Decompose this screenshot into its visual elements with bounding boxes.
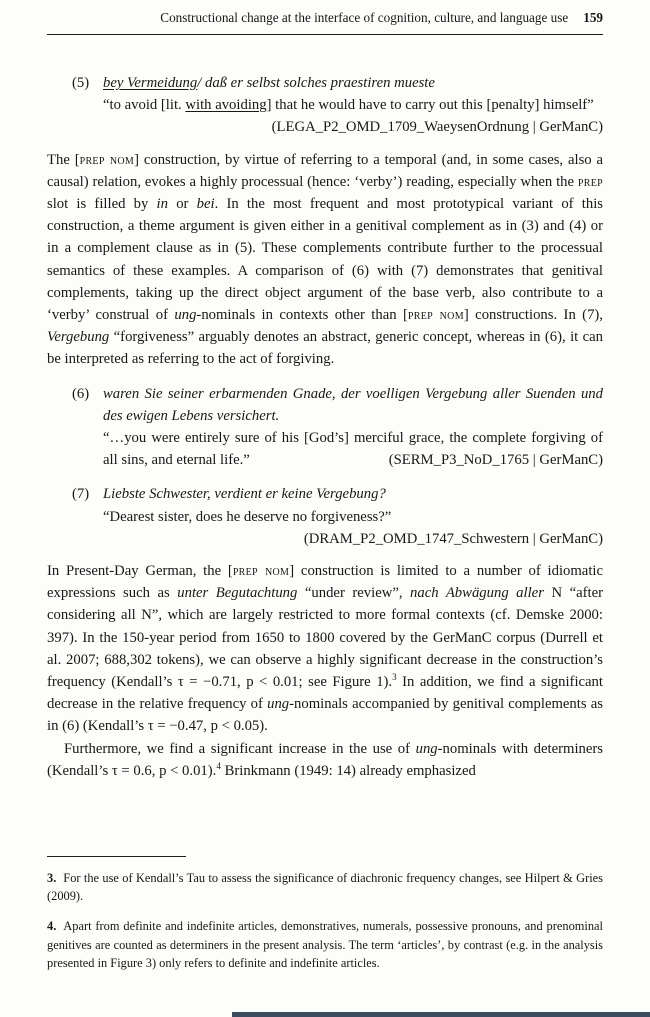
- bottom-edge-bar: [232, 1012, 650, 1017]
- footnote-text: For the use of Kendall’s Tau to assess the significance of diachronic frequency changes, see Hilpert & Gries (2009).: [47, 871, 603, 904]
- body-paragraph-3: Furthermore, we find a significant increase in the use of ung-nominals with determiners (Kendall’s τ = 0.6, p < 0.01).$^4$ Brinkmann (1949: 14) already emphasized: [47, 740, 603, 779]
- running-header-title: Constructional change at the interface of cognition, culture, and language use: [160, 10, 569, 25]
- footnote-4: [47, 917, 603, 972]
- example-6: [47, 383, 603, 472]
- example-7: [47, 483, 603, 550]
- footnote-rule: [47, 856, 186, 857]
- example-translation-text: “Dearest sister, does he deserve no forgiveness?”: [103, 508, 392, 525]
- corpus-reference: (SERM_P3_NoD_1765 | GerManC): [388, 452, 603, 469]
- example-translation: [103, 94, 603, 136]
- footnote-number: 3.: [47, 871, 57, 885]
- corpus-reference: (DRAM_P2_OMD_1747_Schwestern | GerManC): [303, 530, 603, 547]
- footnote-text: Apart from definite and indefinite articles, demonstratives, numerals, possessive pronouns, and prenominal genitives are counted as determiners in the present analysis. The term ‘articles’, by contrast (e.g. in the analysis presented in Figure 3) only refers to definite and indefinite articles.: [47, 919, 603, 970]
- example-number: (5): [72, 75, 90, 91]
- running-header: [47, 6, 603, 27]
- example-translation-text: “…you were entirely sure of his [God’s] merciful grace, the complete forgiving of all sins, and eternal life.”: [103, 430, 603, 469]
- page-number: 159: [583, 10, 603, 25]
- example-number: (7): [72, 486, 90, 503]
- footnote-3: [47, 869, 603, 905]
- body-paragraph-2: In Present-Day German, the [prep nom] construction is limited to a number of idiomatic expressions such as unter Begutachtung “under review”, nach Abwägung aller N “after considering all N”, which are largely restricted to more formal contexts (cf. Demske 2000: 397). In the 150-year period from 1650 to 1800 covered by the GerManC corpus (Durrell et al. 2007; 688,302 tokens), we can observe a highly significant decrease in the construction’s frequency (Kendall’s τ = −0.71, p < 0.01; see Figure 1).$^3$ In addition, we find a significant decrease in the relative frequency of ung-nominals accompanied by genitival complements as in (6) (Kendall’s τ = −0.47, p < 0.05).: [47, 563, 603, 735]
- body-paragraph-1: The [prep nom] construction, by virtue of referring to a temporal (and, in some cases, also a causal) relation, evokes a highly processual (hence: ‘verby’) reading, especially when the prep slot is filled by in or bei. In the most frequent and most prototypical variant of this construction, a theme argument is given either in a genitival complement as in (3) and (4) or in a complement clause as in (5). These complements contribute further to the processual semantics of these examples. A comparison of (6) with (7) demonstrates that genitival complements, taking up the direct object argument of the base verb, also contribute to a ‘verby’ construal of ung-nominals in contexts other than [prep nom] constructions. In (7), Vergebung “forgiveness” arguably denotes an abstract, generic concept, whereas in (6), it can be interpreted as referring to the act of forgiving.: [47, 151, 603, 368]
- footnote-number: 4.: [47, 919, 57, 934]
- footnotes-section: [47, 856, 603, 972]
- header-rule: [47, 34, 603, 35]
- example-number: (6): [72, 385, 90, 402]
- example-german-text: Liebste Schwester, verdient er keine Vergebung?: [103, 486, 386, 503]
- example-5: [47, 72, 603, 139]
- example-translation-text: “to avoid [lit. with avoiding] that he would have to carry out this [penalty] himself”: [103, 97, 594, 114]
- example-translation: [103, 506, 603, 528]
- corpus-reference: (LEGA_P2_OMD_1709_WaeysenOrdnung | GerManC): [271, 119, 603, 136]
- example-german-text: waren Sie seiner erbarmenden Gnade, der voelligen Vergebung aller Suenden und des ewigen Lebens versichert.: [103, 385, 603, 424]
- example-translation: [103, 427, 603, 471]
- example-german-text: bey Vermeidung/ daß er selbst solches praestiren mueste: [103, 75, 435, 91]
